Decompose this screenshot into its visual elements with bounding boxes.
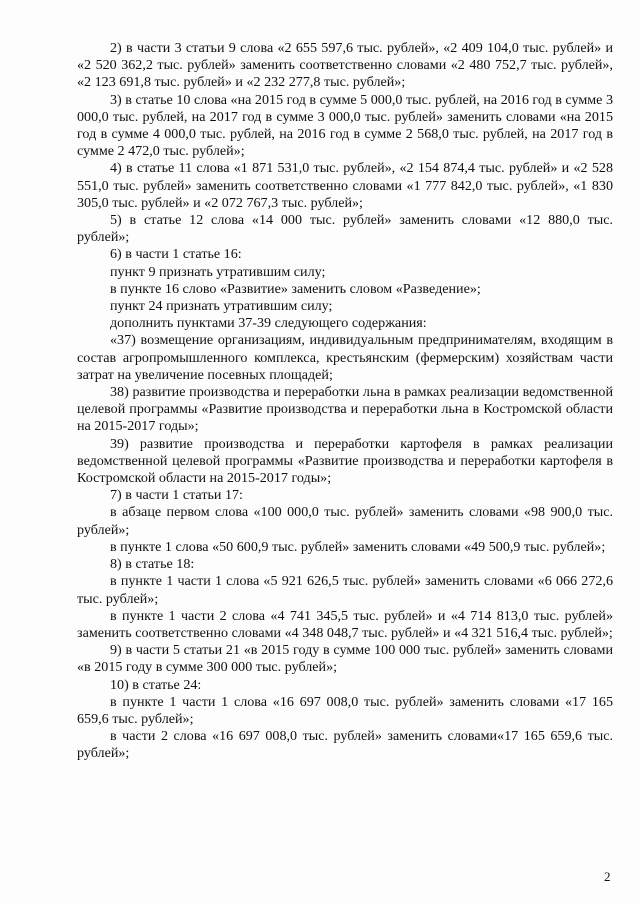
paragraph-art16-item16: в пункте 16 слово «Развитие» заменить словом «Разведение»;: [110, 280, 481, 297]
paragraph-art24-part2: в части 2 слова «16 697 008,0 тыс. рублей» заменить словами«17 165 659,6 тыс. рублей»;: [77, 728, 613, 762]
paragraph-art12: 5) в статье 12 слова «14 000 тыс. рублей» заменить словами «12 880,0 тыс. рублей»;: [77, 212, 613, 246]
paragraph-art18: 8) в статье 18:: [110, 556, 195, 573]
paragraph-item37: «37) возмещение организациям, индивидуальным предпринимателям, входящим в состав агропромышленного комплекса, крестьянским (фермерским) хозяйствам части затрат на увеличение посевных площадей;: [77, 332, 613, 383]
paragraph-art16: 6) в части 1 статье 16:: [110, 246, 242, 263]
paragraph-art24-part1: в пункте 1 части 1 слова «16 697 008,0 тыс. рублей» заменить словами «17 165 659,6 тыс. рублей»;: [77, 693, 613, 727]
paragraph-art17-item1: в пункте 1 слова «50 600,9 тыс. рублей» заменить словами «49 500,9 тыс. рублей»;: [110, 538, 606, 555]
paragraph-art17: 7) в части 1 статьи 17:: [110, 487, 243, 504]
paragraph-art16-item9: пункт 9 признать утратившим силу;: [110, 263, 326, 280]
paragraph-art9: 2) в части 3 статьи 9 слова «2 655 597,6 тыс. рублей», «2 409 104,0 тыс. рублей» и «2 520 362,2 тыс. рублей» заменить соответственно словами «2 480 752,7 тыс. рублей», «2 123 691,8 тыс. рублей» и «2 232 277,8 тыс. рублей»;: [77, 40, 613, 91]
page-number: 2: [604, 869, 611, 884]
paragraph-item39: 39) развитие производства и переработки картофеля в рамках реализации ведомственной целевой программы «Развитие производства и переработки картофеля в Костромской области на 2015-2017 годы»;: [77, 435, 613, 487]
paragraph-art17-abzac: в абзаце первом слова «100 000,0 тыс. рублей» заменить словами «98 900,0 тыс. рублей»;: [77, 504, 613, 538]
paragraph-art16-item24: пункт 24 признать утратившим силу;: [110, 298, 333, 315]
paragraph-art16-add: дополнить пунктами 37-39 следующего содержания:: [110, 315, 427, 332]
paragraph-art21: 9) в части 5 статьи 21 «в 2015 году в сумме 100 000 тыс. рублей» заменить словами «в 2015 году в сумме 300 000 тыс. рублей»;: [77, 642, 613, 676]
paragraph-art18-part2: в пункте 1 части 2 слова «4 741 345,5 тыс. рублей» и «4 714 813,0 тыс. рублей» заменить соответственно словами «4 348 048,7 тыс. рублей» и «4 321 516,4 тыс. рублей»;: [77, 607, 613, 641]
paragraph-art10: 3) в статье 10 слова «на 2015 год в сумме 5 000,0 тыс. рублей, на 2016 год в сумме 3 000,0 тыс. рублей, на 2017 год в сумме 3 000,0 тыс. рублей» заменить словами «на 2015 год в сумме 4 000,0 тыс. рублей, на 2016 год в сумме 2 568,0 тыс. рублей, на 2017 год в сумме 2 472,0 тыс. рублей»;: [77, 91, 613, 160]
paragraph-art18-part1: в пункте 1 части 1 слова «5 921 626,5 тыс. рублей» заменить словами «6 066 272,6 тыс. рублей»;: [77, 573, 613, 607]
paragraph-item38: 38) развитие производства и переработки льна в рамках реализации ведомственной целевой программы «Развитие производства и переработки льна в Костромской области на 2015-2017 годы»;: [77, 384, 613, 435]
document-body: [77, 40, 613, 763]
paragraph-art24: 10) в статье 24:: [110, 676, 202, 693]
paragraph-art11: 4) в статье 11 слова «1 871 531,0 тыс. рублей», «2 154 874,4 тыс. рублей» и «2 528 551,0 тыс. рублей» заменить соответственно словами «1 777 842,0 тыс. рублей», «1 830 305,0 тыс. рублей» и «2 072 767,3 тыс. рублей»;: [77, 160, 613, 211]
